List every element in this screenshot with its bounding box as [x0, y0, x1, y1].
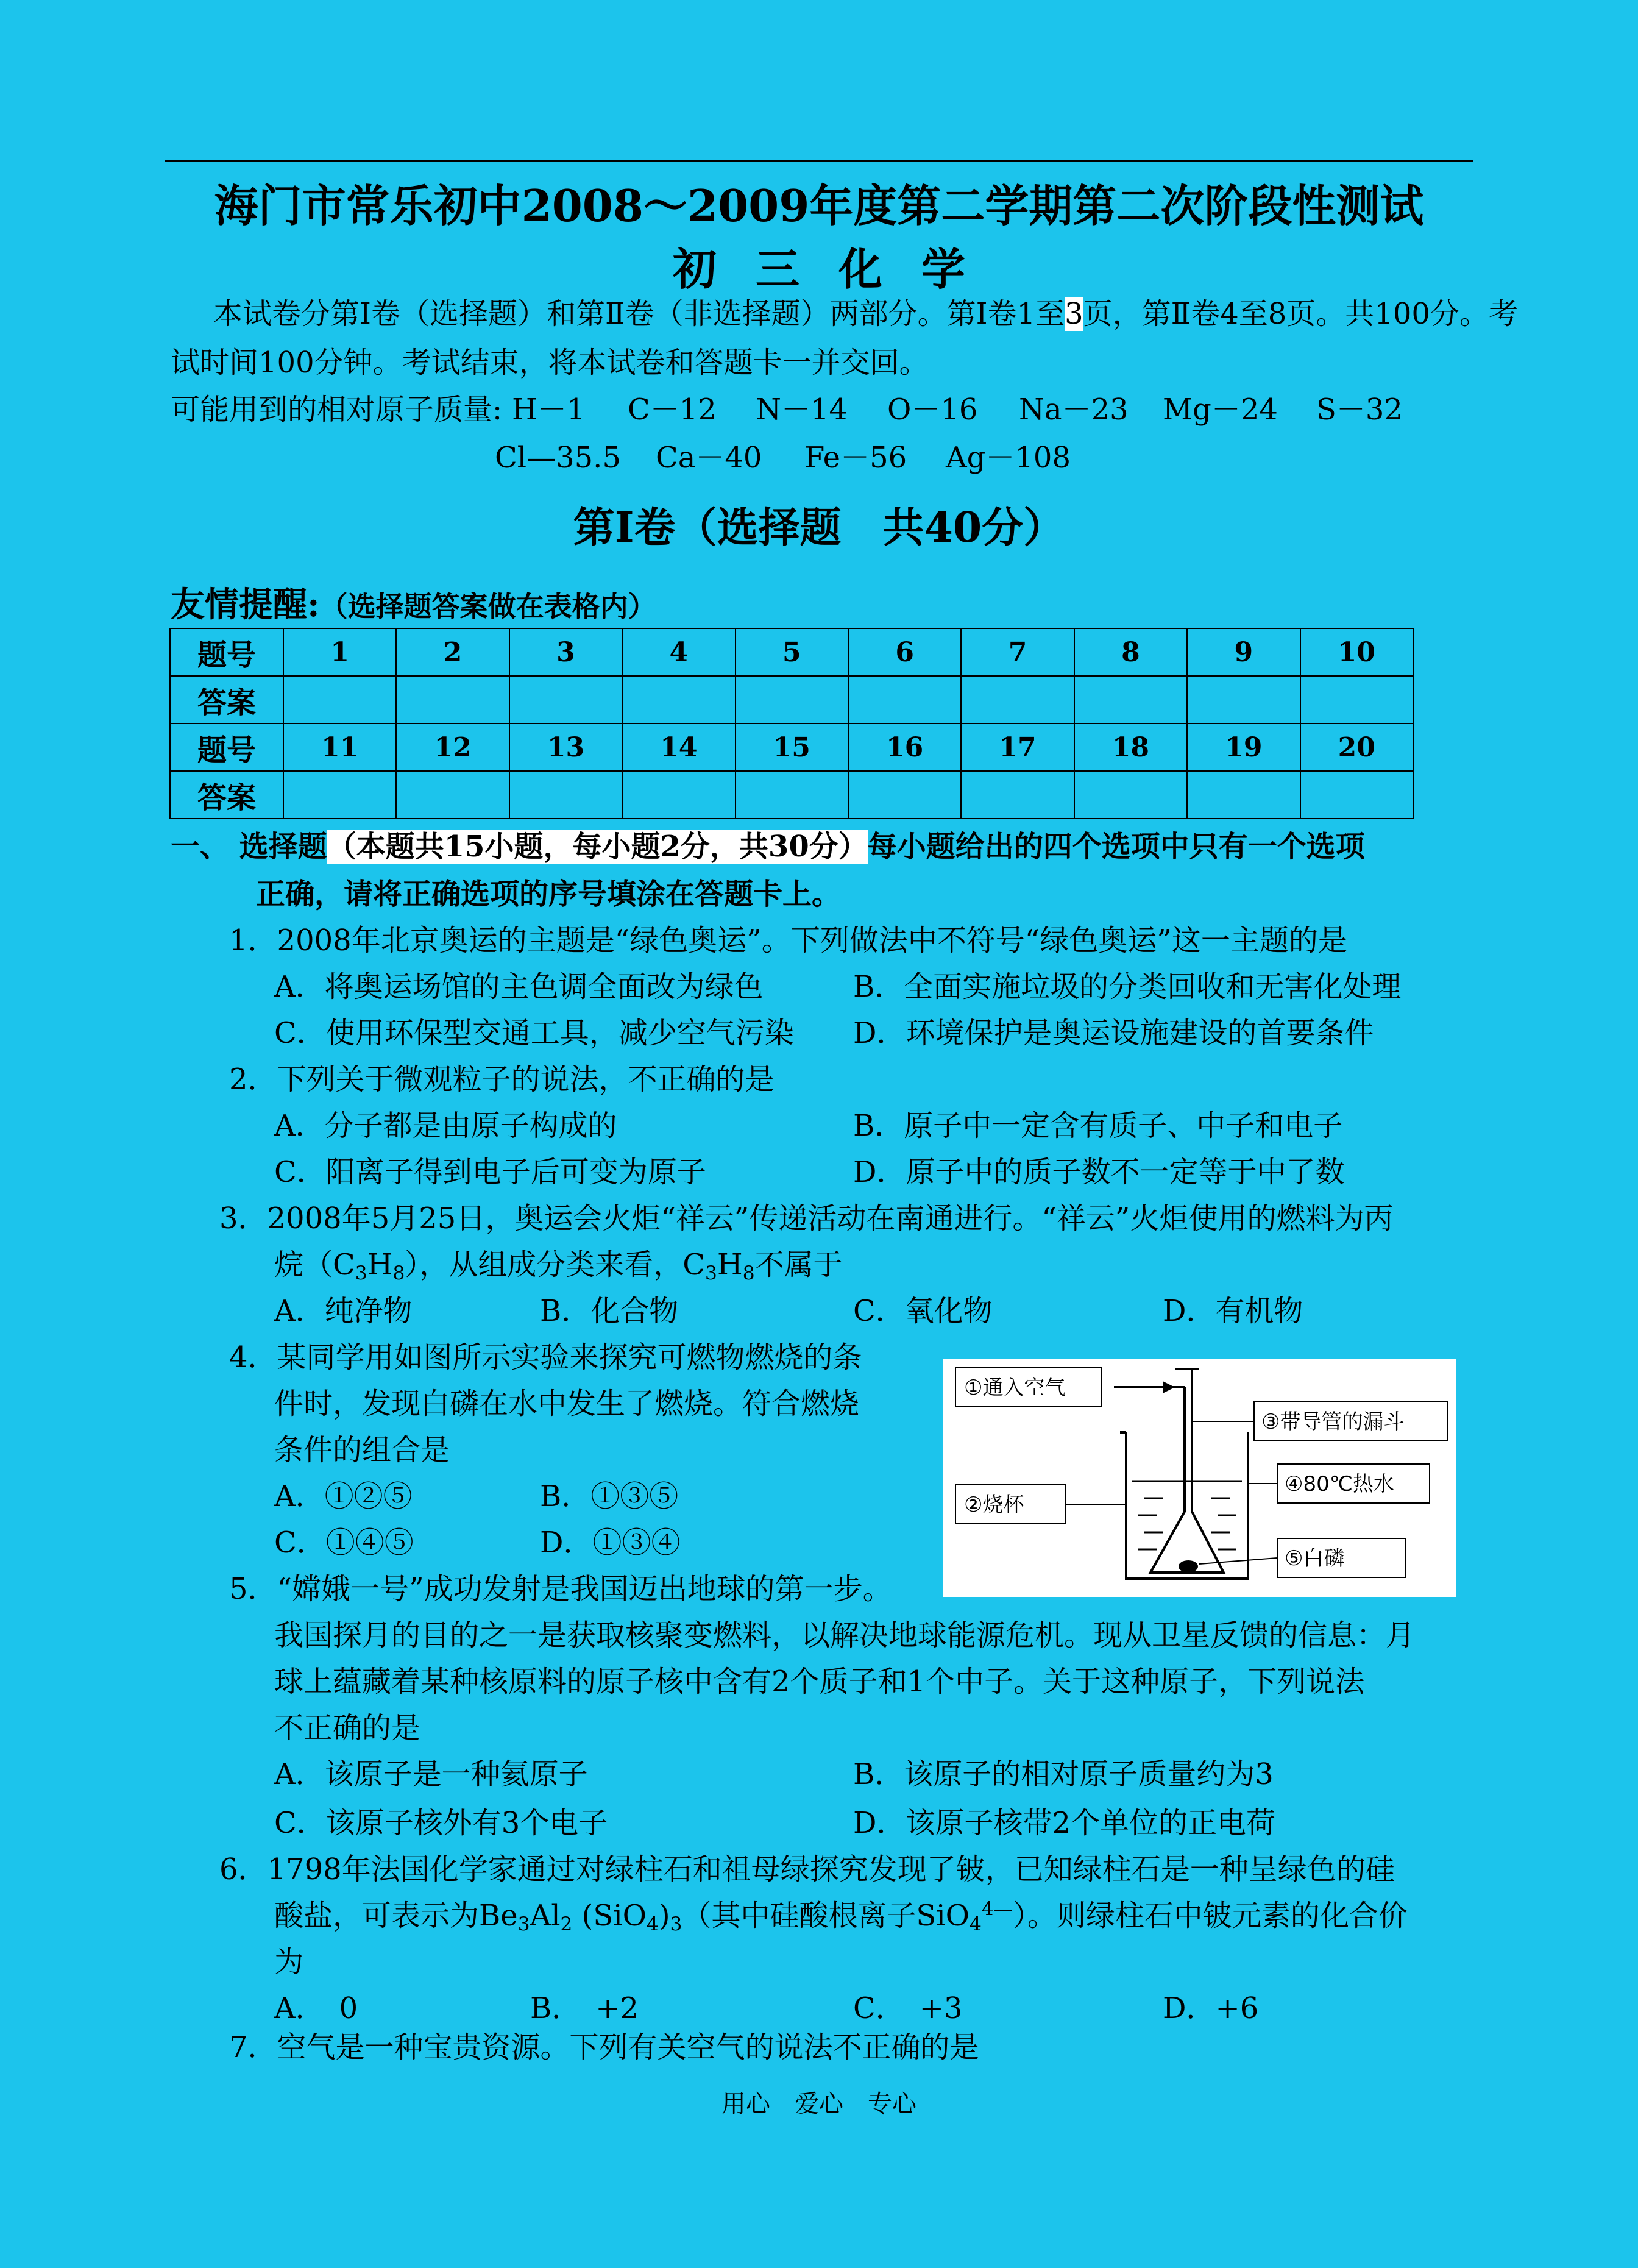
top-rule: [165, 160, 1473, 162]
q4-stem-1: 4．某同学用如图所示实验来探究可燃物燃烧的条: [229, 1340, 862, 1374]
reminder: [171, 578, 656, 627]
question-number-cell: 14: [622, 723, 735, 771]
subscript: 3: [517, 1913, 530, 1935]
question-number-cell: 20: [1300, 723, 1413, 771]
atomic-mass-ag: Ag－108: [946, 441, 1071, 475]
q3-stem-1: 3．2008年5月25日，奥运会火炬“祥云”传递活动在南通进行。“祥云”火炬使用的燃料为丙: [219, 1201, 1394, 1235]
row-label-number: 题号: [170, 723, 283, 771]
subject-title: 初三化学: [672, 243, 1004, 295]
answer-cell[interactable]: [1187, 676, 1300, 723]
q4-option-c[interactable]: C．①④⑤: [274, 1526, 414, 1560]
part1-instruction-b: 正确，请将正确选项的序号填涂在答题卡上。: [256, 877, 842, 911]
row-label-answer: 答案: [170, 676, 283, 723]
superscript: 4—: [981, 1898, 1013, 1920]
question-number-cell: 4: [622, 628, 735, 676]
subscript: 8: [742, 1262, 755, 1284]
q4-stem-2: 件时，发现白磷在水中发生了燃烧。符合燃烧: [274, 1387, 860, 1421]
answer-cell[interactable]: [283, 676, 396, 723]
phosphorus-icon: [1179, 1560, 1198, 1573]
subscript: 3: [670, 1913, 682, 1935]
atomic-mass-mg: Mg－24: [1163, 393, 1278, 427]
question-number-cell: 3: [509, 628, 622, 676]
answer-cell[interactable]: [1300, 771, 1413, 819]
atomic-mass-c: C－12: [628, 393, 717, 427]
q2-option-a[interactable]: A．分子都是由原子构成的: [274, 1109, 617, 1143]
atomic-masses-label: 可能用到的相对原子质量:: [171, 393, 503, 427]
q6-text: Al: [530, 1899, 561, 1933]
q6-text: ): [658, 1899, 670, 1933]
intro-text-b: 页，第Ⅱ卷4至8页。共100分。考: [1083, 297, 1518, 331]
label-beaker: ②烧杯: [964, 1493, 1024, 1517]
question-number-cell: 11: [283, 723, 396, 771]
water-icon: [1132, 1481, 1242, 1549]
q3-text: H: [717, 1248, 743, 1282]
subscript: 2: [560, 1913, 573, 1935]
answer-cell[interactable]: [396, 676, 509, 723]
answer-cell[interactable]: [848, 676, 961, 723]
q5-stem-3: 球上蕴藏着某种核原料的原子核中含有2个质子和1个中子。关于这种原子，下列说法: [274, 1665, 1365, 1699]
part1-instruction-a: 每小题给出的四个选项中只有一个选项: [867, 830, 1365, 864]
answer-cell[interactable]: [1300, 676, 1413, 723]
question-number-cell: 19: [1187, 723, 1300, 771]
reminder-note: （选择题答案做在表格内）: [319, 590, 656, 623]
answer-cell[interactable]: [848, 771, 961, 819]
q3-stem-2: [274, 1241, 843, 1284]
page-footer: 用心 爱心 专心: [722, 2090, 916, 2118]
intro-text-a: 本试卷分第Ⅰ卷（选择题）和第Ⅱ卷（非选择题）两部分。第Ⅰ卷1至: [213, 297, 1065, 331]
atomic-mass-cl: Cl—35.5: [495, 441, 621, 475]
answer-cell[interactable]: [1074, 771, 1187, 819]
answer-cell[interactable]: [961, 676, 1074, 723]
q3-text: H: [367, 1248, 393, 1282]
table-row: [170, 628, 1413, 676]
subscript: 3: [705, 1262, 717, 1284]
part1-prefix: 一、 选择题: [171, 830, 327, 864]
atomic-mass-s: S－32: [1316, 393, 1403, 427]
q2-option-c[interactable]: C．阳离子得到电子后可变为原子: [274, 1155, 706, 1189]
row-label-answer: 答案: [170, 771, 283, 819]
question-number-cell: 16: [848, 723, 961, 771]
q3-option-b[interactable]: B．化合物: [540, 1294, 679, 1328]
label-phosphorus: ⑤白磷: [1285, 1546, 1345, 1571]
q2-option-d[interactable]: D．原子中的质子数不一定等于中了数: [853, 1155, 1345, 1189]
atomic-mass-ca: Ca－40: [656, 441, 762, 475]
q6-option-b[interactable]: B． +2: [530, 1991, 639, 2025]
apparatus-diagram: [943, 1359, 1456, 1597]
q3-text: 烷（C: [274, 1248, 355, 1282]
q6-text: ）。则绿柱石中铍元素的化合价: [1012, 1899, 1408, 1933]
question-number-cell: 8: [1074, 628, 1187, 676]
q5-option-b[interactable]: B．该原子的相对原子质量约为3: [853, 1757, 1274, 1791]
question-number-cell: 10: [1300, 628, 1413, 676]
intro-line-1: [213, 290, 1518, 338]
atomic-mass-o: O－16: [887, 393, 978, 427]
answer-cell[interactable]: [283, 771, 396, 819]
answer-cell[interactable]: [1074, 676, 1187, 723]
q6-option-a[interactable]: A． 0: [274, 1991, 358, 2025]
q1-option-d[interactable]: D．环境保护是奥运设施建设的首要条件: [853, 1016, 1374, 1050]
q6-stem-3: 为: [274, 1945, 304, 1979]
intro-line-2: 试时间100分钟。考试结束，将本试卷和答题卡一并交回。: [171, 346, 929, 380]
leader-lines: [1065, 1421, 1277, 1564]
table-row: [170, 723, 1413, 771]
q6-stem-1: 6．1798年法国化学家通过对绿柱石和祖母绿探究发现了铍，已知绿柱石是一种呈绿色的硅: [219, 1852, 1395, 1886]
label-water: ④80℃热水: [1285, 1472, 1394, 1496]
answer-cell[interactable]: [622, 676, 735, 723]
question-number-cell: 6: [848, 628, 961, 676]
part1-highlight: （本题共15小题，每小题2分，共30分）: [327, 830, 868, 864]
subscript: 4: [969, 1913, 982, 1935]
answer-cell[interactable]: [961, 771, 1074, 819]
atomic-mass-na: Na－23: [1019, 393, 1129, 427]
q4-option-d[interactable]: D．①③④: [540, 1526, 681, 1560]
q3-option-c[interactable]: C．氧化物: [853, 1294, 993, 1328]
q6-stem-2: [274, 1892, 1408, 1935]
q6-option-d[interactable]: D．+6: [1163, 1991, 1259, 2025]
q6-text: (SiO: [572, 1899, 647, 1933]
q1-option-c[interactable]: C．使用环保型交通工具，减少空气污染: [274, 1016, 794, 1050]
atomic-mass-n: N－14: [756, 393, 848, 427]
answer-table: [169, 628, 1414, 819]
q2-stem: 2．下列关于微观粒子的说法，不正确的是: [229, 1062, 775, 1097]
q4-option-b[interactable]: B．①③⑤: [540, 1479, 679, 1513]
question-number-cell: 2: [396, 628, 509, 676]
subscript: 4: [646, 1913, 659, 1935]
question-number-cell: 12: [396, 723, 509, 771]
q3-text: 不属于: [754, 1248, 843, 1282]
exam-title: 海门市常乐初中2008～2009年度第二学期第二次阶段性测试: [214, 180, 1424, 232]
q4-stem-3: 条件的组合是: [274, 1433, 450, 1467]
q5-option-d[interactable]: D．该原子核带2个单位的正电荷: [853, 1806, 1276, 1840]
answer-cell[interactable]: [509, 676, 622, 723]
question-number-cell: 13: [509, 723, 622, 771]
experiment-figure: [943, 1359, 1456, 1597]
q4-option-a[interactable]: A．①②⑤: [274, 1479, 413, 1513]
section-title: 第Ⅰ卷（选择题 共40分）: [573, 503, 1065, 552]
q7-stem: 7．空气是一种宝贵资源。下列有关空气的说法不正确的是: [229, 2030, 979, 2064]
label-funnel: ③带导管的漏斗: [1261, 1410, 1405, 1434]
answer-cell[interactable]: [509, 771, 622, 819]
subscript: 8: [392, 1262, 405, 1284]
q6-text: 酸盐，可表示为Be: [274, 1899, 518, 1933]
question-number-cell: 7: [961, 628, 1074, 676]
q5-option-a[interactable]: A．该原子是一种氦原子: [274, 1757, 588, 1791]
q3-option-d[interactable]: D．有机物: [1163, 1294, 1303, 1328]
atomic-mass-h: H－1: [512, 393, 586, 427]
atomic-mass-fe: Fe－56: [804, 441, 907, 475]
answer-cell[interactable]: [622, 771, 735, 819]
q1-stem: 1．2008年北京奥运的主题是“绿色奥运”。下列做法中不符号“绿色奥运”这一主题的是: [229, 923, 1347, 958]
arrow-icon: [1163, 1381, 1175, 1393]
q6-option-c[interactable]: C． +3: [853, 1991, 963, 2025]
question-number-cell: 17: [961, 723, 1074, 771]
label-air: ①通入空气: [964, 1376, 1066, 1400]
question-number-cell: 18: [1074, 723, 1187, 771]
answer-cell[interactable]: [1187, 771, 1300, 819]
question-number-cell: 1: [283, 628, 396, 676]
intro-highlight: 3: [1065, 297, 1083, 331]
answer-cell[interactable]: [396, 771, 509, 819]
subscript: 3: [355, 1262, 367, 1284]
q1-option-a[interactable]: A．将奥运场馆的主色调全面改为绿色: [274, 970, 764, 1004]
answer-cell[interactable]: [736, 771, 848, 819]
q2-option-b[interactable]: B．原子中一定含有质子、中子和电子: [853, 1109, 1343, 1143]
q3-text: ），从组成分类来看，C: [405, 1248, 706, 1282]
question-number-cell: 15: [736, 723, 848, 771]
q5-option-c[interactable]: C．该原子核外有3个电子: [274, 1806, 608, 1840]
q6-text: （其中硅酸根离子SiO: [682, 1899, 970, 1933]
funnel-icon: [1114, 1369, 1224, 1573]
q1-option-b[interactable]: B．全面实施垃圾的分类回收和无害化处理: [853, 970, 1402, 1004]
q5-stem-4: 不正确的是: [274, 1711, 421, 1745]
row-label-number: 题号: [170, 628, 283, 676]
question-number-cell: 5: [736, 628, 848, 676]
table-row: [170, 676, 1413, 723]
part1-heading: [171, 823, 1365, 865]
q3-option-a[interactable]: A．纯净物: [274, 1294, 413, 1328]
question-number-cell: 9: [1187, 628, 1300, 676]
q5-stem-2: 我国探月的目的之一是获取核聚变燃料，以解决地球能源危机。现从卫星反馈的信息：月: [274, 1618, 1416, 1652]
table-row: [170, 771, 1413, 819]
answer-cell[interactable]: [736, 676, 848, 723]
reminder-label: 友情提醒:: [171, 585, 320, 625]
q5-stem-1: 5．“嫦娥一号”成功发射是我国迈出地球的第一步。: [229, 1572, 892, 1606]
